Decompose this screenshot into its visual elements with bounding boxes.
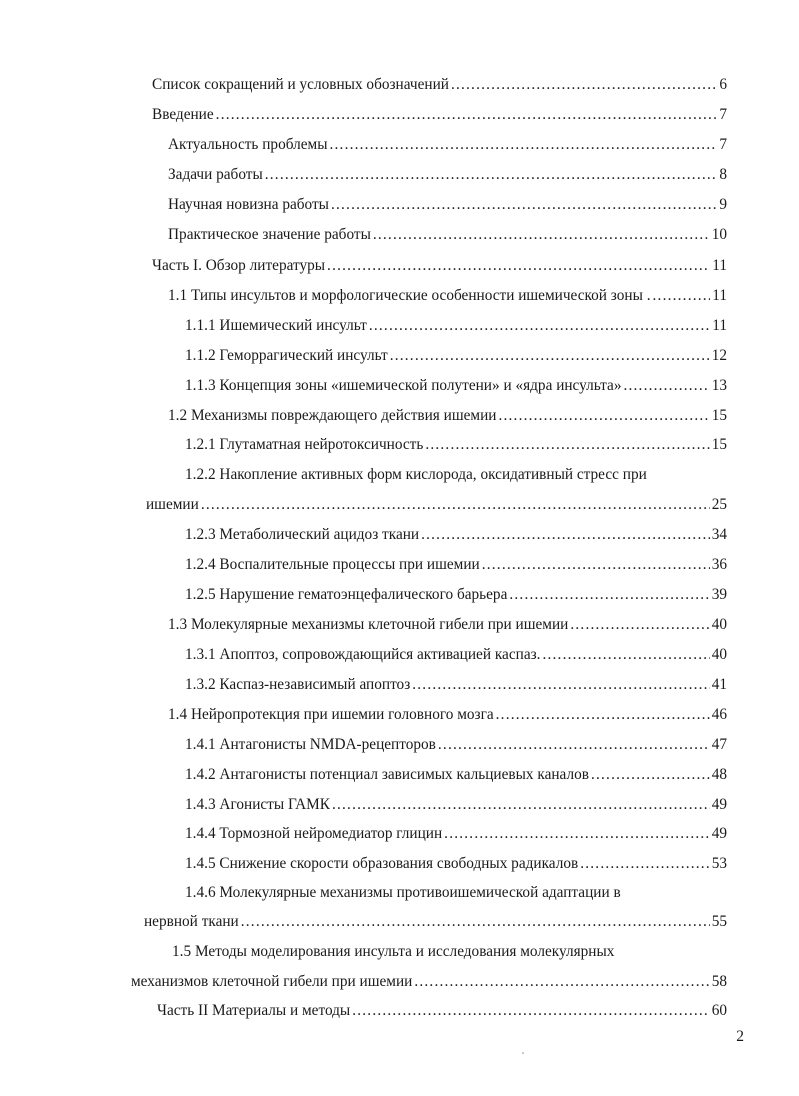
toc-entry[interactable] bbox=[168, 224, 727, 246]
leader-dots bbox=[482, 554, 710, 576]
toc-entry-page: 11 bbox=[712, 287, 727, 304]
toc-entry-page: 58 bbox=[711, 973, 727, 990]
leader-dots bbox=[412, 674, 709, 696]
leader-dots bbox=[265, 164, 718, 186]
leader-dots bbox=[591, 764, 710, 786]
toc-entry-page: 49 bbox=[711, 796, 727, 813]
toc-entry-label: 1.1.2 Геморрагический инсульт bbox=[185, 347, 388, 364]
toc-entry[interactable] bbox=[168, 285, 727, 307]
toc-entry-label: 1.2.1 Глутаматная нейротоксичность bbox=[185, 436, 424, 453]
toc-entry[interactable] bbox=[185, 584, 727, 606]
toc-entry[interactable] bbox=[185, 644, 727, 666]
toc-entry-page: 48 bbox=[711, 766, 727, 783]
toc-entry-page: 11 bbox=[712, 257, 727, 274]
toc-entry[interactable] bbox=[185, 554, 727, 576]
toc-entry[interactable] bbox=[185, 315, 727, 337]
toc-entry-label: 1.4.5 Снижение скорости образования свободных радикалов bbox=[185, 855, 579, 872]
toc-entry[interactable] bbox=[185, 734, 727, 756]
toc-entry-page: 41 bbox=[711, 676, 727, 693]
leader-dots bbox=[580, 853, 709, 875]
leader-dots bbox=[570, 614, 709, 636]
toc-entry-first-line[interactable]: 1.2.2 Накопление активных форм кислорода, оксидативный стресс при bbox=[185, 466, 647, 483]
leader-dots bbox=[421, 524, 710, 546]
leader-dots bbox=[216, 104, 718, 126]
toc-entry-page: 15 bbox=[711, 407, 727, 424]
leader-dots bbox=[498, 405, 709, 427]
leader-dots bbox=[352, 1000, 709, 1022]
toc-entry-page: 49 bbox=[711, 825, 727, 842]
toc-entry-label: 1.4 Нейропротекция при ишемии головного мозга bbox=[168, 706, 494, 723]
toc-entry-label: 1.3 Молекулярные механизмы клеточной гибели при ишемии bbox=[168, 616, 569, 633]
toc-entry-page: 40 bbox=[711, 616, 727, 633]
toc-entry[interactable] bbox=[146, 494, 727, 516]
leader-dots bbox=[327, 255, 710, 277]
leader-dots bbox=[509, 584, 709, 606]
toc-entry[interactable] bbox=[168, 614, 727, 636]
toc-entry-label: нервной ткани bbox=[144, 913, 239, 930]
toc-entry[interactable] bbox=[185, 434, 727, 456]
toc-entry-page: 53 bbox=[711, 855, 727, 872]
leader-dots bbox=[425, 434, 709, 456]
leader-dots bbox=[332, 794, 710, 816]
leader-dots bbox=[496, 704, 710, 726]
leader-dots bbox=[414, 971, 709, 993]
leader-dots bbox=[623, 375, 709, 397]
toc-entry-label: 1.2.3 Метаболический ацидоз ткани bbox=[185, 526, 420, 543]
toc-entry-label: Научная новизна работы bbox=[168, 196, 329, 213]
toc-entry[interactable] bbox=[152, 104, 727, 126]
toc-entry-label: ишемии bbox=[146, 496, 199, 513]
toc-entry-page: 34 bbox=[711, 526, 727, 543]
toc-entry-page: 15 bbox=[711, 436, 727, 453]
toc-entry-label: 1.3.1 Апоптоз, сопровождающийся активацией каспаз. bbox=[185, 646, 541, 663]
toc-entry-label: 1.4.4 Тормозной нейромедиатор глицин bbox=[185, 825, 443, 842]
leader-dots bbox=[438, 734, 710, 756]
toc-entry-page: 39 bbox=[711, 586, 727, 603]
toc-entry-first-line[interactable]: 1.4.6 Молекулярные механизмы противоишемической адаптации в bbox=[185, 884, 621, 901]
toc-entry-label: Список сокращений и условных обозначений bbox=[152, 76, 449, 93]
toc-entry-page: 12 bbox=[711, 347, 727, 364]
toc-entry-label: 1.2 Механизмы повреждающего действия ишемии bbox=[168, 407, 497, 424]
toc-entry-label: Задачи работы bbox=[168, 166, 263, 183]
leader-dots bbox=[451, 74, 717, 96]
toc-entry-page: 11 bbox=[712, 317, 727, 334]
toc-entry-page: 13 bbox=[711, 377, 727, 394]
toc-entry[interactable] bbox=[131, 971, 727, 993]
toc-entry[interactable] bbox=[168, 164, 727, 186]
toc-entry-label: 1.1.3 Концепция зоны «ишемической полутени» и «ядра инсульта» bbox=[185, 377, 622, 394]
leader-dots bbox=[373, 224, 710, 246]
toc-entry[interactable] bbox=[185, 853, 727, 875]
toc-entry-label: механизмов клеточной гибели при ишемии bbox=[131, 973, 413, 990]
toc-entry-page: 36 bbox=[711, 556, 727, 573]
toc-entry-label: 1.4.2 Антагонисты потенциал зависимых кальциевых каналов bbox=[185, 766, 589, 783]
toc-entry-page: 10 bbox=[711, 226, 727, 243]
toc-entry[interactable] bbox=[185, 524, 727, 546]
toc-entry-label: Часть I. Обзор литературы bbox=[152, 257, 326, 274]
toc-entry[interactable] bbox=[152, 255, 727, 277]
toc-entry-page: 47 bbox=[711, 736, 727, 753]
toc-entry-label: 1.4.1 Антагонисты NMDA-рецепторов bbox=[185, 736, 436, 753]
toc-entry-page: 7 bbox=[719, 136, 727, 153]
toc-entry-label: 1.3.2 Каспаз-независимый апоптоз bbox=[185, 676, 411, 693]
toc-entry[interactable] bbox=[185, 345, 727, 367]
toc-entry-page: 25 bbox=[711, 496, 727, 513]
leader-dots bbox=[369, 315, 710, 337]
toc-entry-label: 1.2.5 Нарушение гематоэнцефалического барьера bbox=[185, 586, 508, 603]
toc-entry-label: 1.1.1 Ишемический инсульт bbox=[185, 317, 367, 334]
leader-dots bbox=[201, 494, 710, 516]
leader-dots bbox=[653, 285, 711, 307]
toc-entry-label: 1.1 Типы инсультов и морфологические особенности ишемической зоны . bbox=[168, 287, 651, 304]
toc-entry-label: Введение bbox=[152, 106, 214, 123]
toc-entry[interactable] bbox=[168, 704, 727, 726]
toc-entry-page: 6 bbox=[719, 76, 727, 93]
leader-dots bbox=[542, 644, 709, 666]
toc-entry-label: Актуальность проблемы bbox=[168, 136, 328, 153]
toc-entry-label: 1.4.3 Агонисты ГАМК bbox=[185, 796, 330, 813]
leader-dots bbox=[331, 194, 717, 216]
leader-dots bbox=[390, 345, 710, 367]
toc-entry-page: 60 bbox=[711, 1002, 727, 1019]
leader-dots bbox=[444, 823, 710, 845]
toc-entry[interactable] bbox=[185, 674, 727, 696]
toc-entry[interactable] bbox=[144, 911, 727, 933]
toc-entry[interactable] bbox=[168, 134, 727, 156]
toc-entry[interactable] bbox=[168, 194, 727, 216]
toc-entry[interactable] bbox=[185, 823, 727, 845]
toc-entry-page: 7 bbox=[719, 106, 727, 123]
toc-entry[interactable] bbox=[185, 375, 727, 397]
toc-entry-label: 1.2.4 Воспалительные процессы при ишемии bbox=[185, 556, 480, 573]
toc-entry[interactable] bbox=[157, 1000, 727, 1022]
leader-dots bbox=[241, 911, 710, 933]
leader-dots bbox=[330, 134, 718, 156]
scan-speck bbox=[522, 1052, 524, 1054]
toc-entry-page: 9 bbox=[719, 196, 727, 213]
toc-entry-page: 55 bbox=[711, 913, 727, 930]
toc-entry-page: 46 bbox=[711, 706, 727, 723]
toc-entry-page: 8 bbox=[719, 166, 727, 183]
toc-entry-first-line[interactable]: 1.5 Методы моделирования инсульта и исследования молекулярных bbox=[172, 943, 615, 960]
toc-entry-page: 40 bbox=[711, 646, 727, 663]
toc-entry[interactable] bbox=[185, 764, 727, 786]
page-number: 2 bbox=[736, 1028, 744, 1045]
toc-entry[interactable] bbox=[168, 405, 727, 427]
toc-entry-label: Часть II Материалы и методы bbox=[157, 1002, 351, 1019]
toc-entry-label: Практическое значение работы bbox=[168, 226, 371, 243]
toc-entry[interactable] bbox=[152, 74, 727, 96]
toc-entry[interactable] bbox=[185, 794, 727, 816]
